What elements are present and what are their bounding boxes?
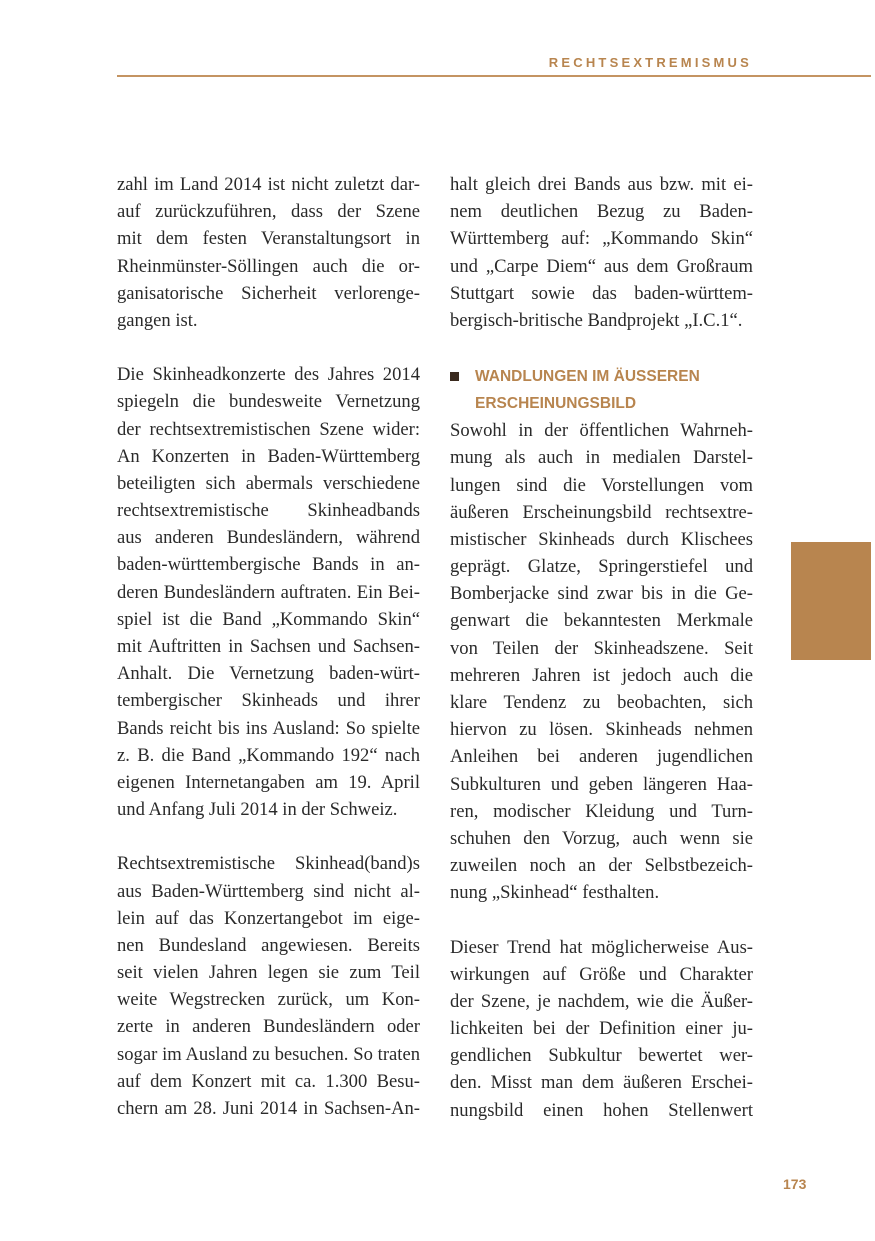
text-line: und „Carpe Diem“ aus dem Großraum [450,255,753,277]
square-bullet-icon [450,372,459,381]
text-line: zahl im Land 2014 ist nicht zuletzt dar- [117,174,420,195]
section-heading-line: WANDLUNGEN IM ÄUSSEREN [475,368,700,386]
text-line: und Anfang Juli 2014 in der Schweiz. [117,799,398,821]
text-line: Dieser Trend hat möglicherweise Aus- [450,936,753,958]
text-line: seit vielen Jahren legen sie zum Teil [117,962,420,984]
text-line: auf dem Konzert mit ca. 1.300 Besu- [117,1070,420,1092]
text-line: mehreren Jahren ist jedoch auch die [450,664,753,686]
text-line: bergisch-britische Bandprojekt „I.C.1“. [450,309,743,331]
paragraph-gap [450,334,753,361]
text-line: ren, modischer Kleidung und Turn- [450,800,753,822]
text-line: beteiligten sich abermals verschiedene [117,472,420,494]
text-line: Anleihen bei anderen jugendlichen [450,746,753,768]
text-line: mit dem festen Veranstaltungsort in [117,228,420,250]
right-text-column [450,171,753,1124]
text-line: nung „Skinhead“ festhalten. [450,882,660,904]
text-line: nem deutlichen Bezug zu Baden- [450,201,753,223]
chapter-tab-marker [791,542,871,660]
text-line: der rechtsextremistischen Szene wider: [117,418,420,440]
text-line: An Konzerten in Baden-Württemberg [117,445,420,467]
text-line: gangen ist. [117,309,198,331]
text-line: deren Bundesländern auftraten. Ein Bei- [117,581,420,603]
text-line: hiervon zu lösen. Skinheads nehmen [450,719,753,741]
text-line: gendlichen Subkultur bewertet wer- [450,1045,753,1067]
text-line: äußeren Erscheinungsbild rechtsextre- [450,501,753,523]
text-line: lungen sind die Vorstellungen vom [450,474,753,496]
text-line: Subkulturen und geben längeren Haa- [450,773,753,795]
text-line: spiegeln die bundesweite Vernetzung [117,391,420,413]
text-line: wirkungen auf Größe und Charakter [450,963,753,985]
text-line: weite Wegstrecken zurück, um Kon- [117,989,420,1011]
text-line: geprägt. Glatze, Springerstiefel und [450,556,753,578]
text-line: mung als auch in medialen Darstel- [450,447,753,469]
text-line: zuweilen noch an der Selbstbezeich- [450,855,753,877]
text-line: Bomberjacke sind zwar bis in die Ge- [450,583,753,605]
text-line: Anhalt. Die Vernetzung baden-würt- [117,663,420,685]
text-line: klare Tendenz zu beobachten, sich [450,692,753,713]
text-line: aus anderen Bundesländern, während [117,527,420,549]
text-line: genwart die bekanntesten Merkmale [450,610,753,632]
text-line: aus Baden-Württemberg sind nicht al- [117,880,420,902]
text-line: z. B. die Band „Kommando 192“ nach [117,744,420,766]
text-line: ganisatorische Sicherheit verlorenge- [117,282,420,304]
paragraph-gap [117,334,420,361]
text-line: Bands reicht bis ins Ausland: So spielte [117,717,420,739]
text-line: den. Misst man dem äußeren Erschei- [450,1072,753,1094]
text-line: nen Bundesland angewiesen. Bereits [117,934,420,956]
text-line: schuhen den Vorzug, auch wenn sie [450,827,753,849]
text-line: Die Skinheadkonzerte des Jahres 2014 [117,364,420,386]
text-line: auf zurückzuführen, dass der Szene [117,201,420,223]
text-line: mit Auftritten in Sachsen und Sachsen- [117,636,420,657]
text-line: halt gleich drei Bands aus bzw. mit ei- [450,174,753,195]
text-line: eigenen Internetangaben am 19. April [117,771,420,793]
text-line: sogar im Ausland zu besuchen. So traten [117,1043,420,1065]
page-number: 173 [783,1176,807,1192]
text-line: tembergischer Skinheads und ihrer [117,690,420,712]
text-line: von Teilen der Skinheadszene. Seit [450,637,753,659]
section-heading [450,363,753,417]
text-line: Württemberg auf: „Kommando Skin“ [450,228,753,250]
text-line: mistischer Skinheads durch Klischees [450,528,753,550]
text-line: Rheinmünster-Söllingen auch die or- [117,255,420,277]
text-line: Rechtsextremistische Skinhead(band)s [117,853,420,875]
text-line: Stuttgart sowie das baden-württem- [450,282,753,304]
paragraph-gap [117,823,420,850]
text-line: lein auf das Konzertangebot im eige- [117,907,420,929]
text-line: zerte in anderen Bundesländern oder [117,1016,420,1038]
text-line: chern am 28. Juni 2014 in Sachsen-An- [117,1098,420,1119]
text-line: rechtsextremistische Skinheadbands [117,500,420,522]
text-line: nungsbild einen hohen Stellenwert [450,1099,753,1121]
text-line: der Szene, je nachdem, wie die Äußer- [450,990,753,1012]
text-line: spiel ist die Band „Kommando Skin“ [117,608,420,630]
paragraph-gap [450,907,753,934]
header-rule [117,75,871,77]
text-line: lichkeiten bei der Definition einer ju- [450,1018,753,1040]
section-heading-line: ERSCHEINUNGSBILD [475,395,637,413]
text-line: baden-württembergische Bands in an- [117,554,420,576]
left-text-column [117,171,420,1122]
text-line: Sowohl in der öffentlichen Wahrneh- [450,420,753,442]
running-head-title: RECHTSEXTREMISMUS [548,55,752,70]
